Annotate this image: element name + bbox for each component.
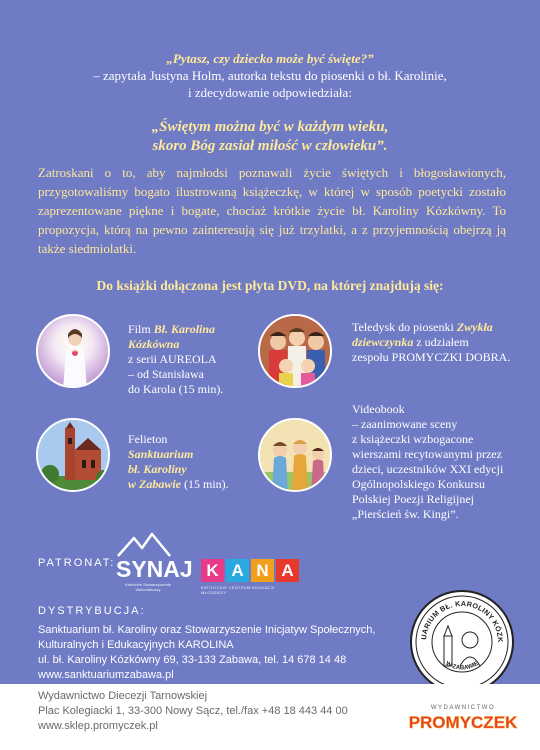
seal-top-text: UARIUM BŁ. KAROLINY KÓZK <box>419 598 506 643</box>
sanctuary-description <box>128 432 229 492</box>
patronat-label: PATRONAT: <box>38 557 116 569</box>
intro-answer <box>0 118 540 156</box>
videobook-line-6: Ogólnopolskiego Konkursu <box>352 477 485 491</box>
felieton-title-b: bł. Karoliny <box>128 462 187 476</box>
teledysk-line-3: zespołu PROMYCZKI DOBRA. <box>352 350 511 364</box>
felieton-title-a: Sanktuarium <box>128 447 194 461</box>
publisher-website: www.sklep.promyczek.pl <box>38 720 158 732</box>
film-thumbnail <box>36 314 110 388</box>
videobook-line-7: Polskiej Poezji Religijnej <box>352 492 474 506</box>
teledysk-prefix: Teledysk do piosenki <box>352 320 457 334</box>
sanctuary-thumbnail <box>36 418 110 492</box>
publisher-info <box>38 689 348 734</box>
distribution-line-1: Sanktuarium bł. Karoliny oraz Stowarzyszenie Inicjatyw Społecznych, <box>38 624 376 636</box>
videobook-line-8: „Pierścień św. Kingi”. <box>352 507 459 521</box>
teledysk-title-b: dziewczynka <box>352 335 414 349</box>
videobook-line-5: dzieci, uczestników XXI edycji <box>352 462 504 476</box>
distribution-label: DYSTRYBUCJA: <box>38 605 146 617</box>
film-description <box>128 322 223 397</box>
videobook-line-1: Videobook <box>352 402 405 416</box>
distribution-info <box>38 623 408 683</box>
synaj-logo-text: SYNAJ <box>116 556 193 582</box>
videobook-thumbnail <box>258 418 332 492</box>
synaj-subtitle: Katolickie Stowarzyszenie Wolontariuszy <box>124 582 172 592</box>
distribution-address: ul. bł. Karoliny Kózkówny 69, 33-133 Zabawa, tel. 14 678 14 48 <box>38 654 347 666</box>
answer-line-2: skoro Bóg zasiał miłość w człowieku”. <box>152 138 388 154</box>
teledysk-suffix: z udziałem <box>413 335 469 349</box>
teledysk-title-a: Zwykła <box>456 320 493 334</box>
film-title-b: Kózkówna <box>128 337 180 351</box>
music-video-thumbnail <box>258 314 332 388</box>
kana-subtitle: KATOLICKIE CENTRUM EDUKACJI MŁODZIEŻY <box>201 585 275 595</box>
distribution-line-2: Kulturalnych i Edukacyjnych KAROLINA <box>38 639 234 651</box>
film-prefix: Film <box>128 322 154 336</box>
publisher-name: Wydawnictwo Diecezji Tarnowskiej <box>38 690 208 702</box>
answer-line-1: „Świętym można być w każdym wieku, <box>151 119 389 135</box>
felieton-title-c: w Zabawie <box>128 477 181 491</box>
film-series: z serii AUREOLA <box>128 352 217 366</box>
felieton-line-1: Felieton <box>128 432 168 446</box>
videobook-line-3: z książeczki wzbogacone <box>352 432 474 446</box>
film-line-5: do Karola (15 min). <box>128 382 224 396</box>
videobook-line-2: – zaanimowane sceny <box>352 417 458 431</box>
intro-line-2: – zapytała Justyna Holm, autorka tekstu do piosenki o bł. Karolinie, <box>93 68 447 83</box>
felieton-suffix: (15 min). <box>181 477 229 491</box>
promyczek-logo <box>408 700 518 734</box>
film-title-a: Bł. Karolina <box>153 322 216 336</box>
seal-bottom-text: W ZABAWIE <box>444 660 480 672</box>
publisher-address: Plac Kolegiacki 1, 33-300 Nowy Sącz, tel./fax +48 18 443 44 00 <box>38 705 348 717</box>
intro-quote <box>0 50 540 101</box>
dvd-heading: Do książki dołączona jest płyta DVD, na której znajdują się: <box>96 278 444 293</box>
film-line-4: – od Stanisława <box>128 367 204 381</box>
intro-line-3: i zdecydowanie odpowiedziała: <box>188 85 352 100</box>
sanctuary-seal <box>410 590 514 694</box>
distribution-website: www.sanktuariumzabawa.pl <box>38 669 174 681</box>
kana-letter-k: K <box>201 559 224 582</box>
kana-letter-n: N <box>251 559 274 582</box>
intro-question: „Pytasz, czy dziecko może być święte?” <box>166 51 374 66</box>
description-paragraph: Zatroskani o to, aby najmłodsi poznawali życie świętych i błogosławionych, przygotowaliśmy bogato ilustrowaną książeczkę, w której w sposób poetycki zostało zaprezentowane piękne i bogate, chociaż krótkie życie bł. Karoliny Kózkówny. To propozycja, którą na pewno zainteresują się już trzylatki, a z przyjemnością obejrzą ją także siedmiolatki. <box>38 165 506 256</box>
logo-main-text: PROMYCZEK <box>408 713 518 732</box>
videobook-line-4: wierszami recytowanymi przez <box>352 447 502 461</box>
music-video-description <box>352 320 510 365</box>
videobook-description <box>352 402 503 522</box>
kana-letter-a: A <box>226 559 249 582</box>
logo-small-text: WYDAWNICTWO <box>430 705 496 711</box>
kana-letter-a2: A <box>276 559 299 582</box>
